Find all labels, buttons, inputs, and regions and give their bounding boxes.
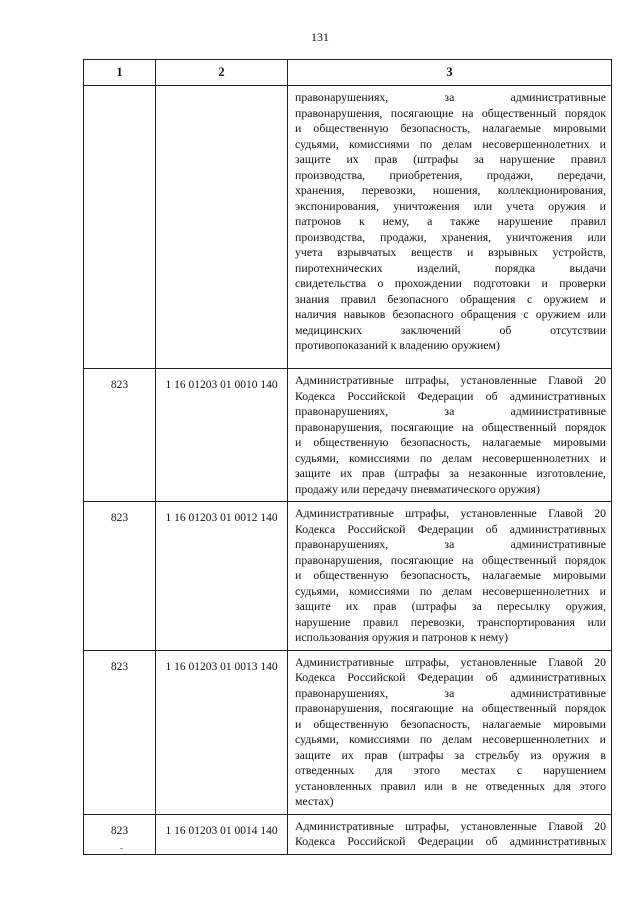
description-line: свидетельства о прохождении подготовки и проверки bbox=[295, 276, 606, 290]
description-line: судьями, комиссиями по делам несовершеннолетних и bbox=[295, 583, 606, 598]
description-line: правонарушениях, за административные bbox=[295, 90, 606, 104]
description-cell bbox=[288, 502, 612, 651]
description-cell bbox=[288, 86, 612, 369]
description-line: производства, продажи, хранения, уничтожения или bbox=[295, 229, 606, 244]
description-line: и общественную безопасность, налагаемые мировыми bbox=[295, 716, 606, 731]
row-number-cell: 823 bbox=[84, 650, 156, 814]
scan-mark bbox=[120, 848, 123, 849]
description-line: экспонирования, уничтожения или учета оружия и bbox=[295, 198, 606, 213]
description-line: Административные штрафы, установленные Главой 20 bbox=[295, 506, 606, 520]
description-line: правонарушения, посягающие на общественный порядок bbox=[295, 552, 606, 567]
description-line: хранения, перевозки, ношения, коллекционирования, bbox=[295, 183, 606, 197]
row-number-cell bbox=[84, 86, 156, 369]
codes-table bbox=[83, 59, 612, 855]
description-line: нарушение правил перевозки, транспортирования или bbox=[295, 614, 606, 629]
header-col-3: 3 bbox=[288, 60, 612, 86]
description-line: правонарушения, посягающие на общественный порядок bbox=[295, 419, 606, 434]
budget-code-cell: 1 16 01203 01 0014 140 bbox=[156, 814, 288, 854]
description-line: правонарушениях, за административные bbox=[295, 404, 606, 418]
description-line: учета взрывчатых веществ и взрывных устройств, bbox=[295, 245, 606, 259]
description-line: защите их прав (штрафы за незаконные изготовление, bbox=[295, 466, 606, 480]
description-line: правонарушениях, за административные bbox=[295, 537, 606, 551]
description-line: использования оружия и патронов к нему) bbox=[295, 630, 509, 644]
table-row bbox=[84, 369, 612, 502]
description-line: установленных правил или в не отведенных для этого bbox=[295, 778, 606, 793]
table-row bbox=[84, 502, 612, 651]
description-line: и общественную безопасность, налагаемые мировыми bbox=[295, 435, 606, 449]
description-line: защите их прав (штрафы за нарушение правил bbox=[295, 152, 606, 166]
budget-code-cell: 1 16 01203 01 0012 140 bbox=[156, 502, 288, 651]
budget-code-cell bbox=[156, 86, 288, 369]
description-line: судьями, комиссиями по делам несовершеннолетних и bbox=[295, 732, 606, 746]
description-line: защите их прав (штрафы за пересылку оружия, bbox=[295, 599, 606, 613]
description-line: и общественную безопасность, налагаемые мировыми bbox=[295, 121, 606, 135]
table-row bbox=[84, 650, 612, 814]
header-col-2: 2 bbox=[156, 60, 288, 86]
page-number: 131 bbox=[311, 30, 329, 44]
description-line: наличия навыков безопасного обращения с оружием или bbox=[295, 307, 606, 321]
header-col-1: 1 bbox=[84, 60, 156, 86]
description-line: пиротехнических изделий, порядка выдачи bbox=[295, 260, 606, 275]
table-row bbox=[84, 814, 612, 854]
description-line: медицинских заключений об отсутствии bbox=[295, 322, 606, 337]
description-line: патронов к нему, а также нарушение правил bbox=[295, 214, 606, 228]
description-line: знания правил безопасного обращения с оружием и bbox=[295, 291, 606, 306]
description-line: местах) bbox=[295, 794, 334, 808]
description-line: Административные штрафы, установленные Главой 20 bbox=[295, 654, 606, 669]
row-number-cell: 823 bbox=[84, 814, 156, 854]
description-line: Кодекса Российской Федерации об административных bbox=[295, 521, 606, 536]
description-line: Кодекса Российской Федерации об административных bbox=[295, 388, 606, 403]
description-line: правонарушения, посягающие на общественный порядок bbox=[295, 701, 606, 715]
table-row bbox=[84, 86, 612, 369]
description-line: Административные штрафы, установленные Главой 20 bbox=[295, 373, 606, 387]
description-line: судьями, комиссиями по делам несовершеннолетних и bbox=[295, 136, 606, 151]
description-line: правонарушения, посягающие на общественный порядок bbox=[295, 105, 606, 120]
description-line: Кодекса Российской Федерации об административных bbox=[295, 670, 606, 684]
budget-code-cell: 1 16 01203 01 0013 140 bbox=[156, 650, 288, 814]
budget-code-cell: 1 16 01203 01 0010 140 bbox=[156, 369, 288, 502]
description-cell bbox=[288, 814, 612, 854]
description-line: производства, приобретения, продажи, передачи, bbox=[295, 167, 606, 182]
description-line: противопоказаний к владению оружием) bbox=[295, 338, 500, 352]
description-line: Кодекса Российской Федерации об административных bbox=[295, 834, 606, 848]
description-line: правонарушениях, за административные bbox=[295, 685, 606, 700]
description-line: Административные штрафы, установленные Главой 20 bbox=[295, 818, 606, 833]
table-body bbox=[84, 86, 612, 855]
description-line: отведенных для этого местах с нарушением bbox=[295, 763, 606, 777]
description-line: продажу или передачу пневматического оружия) bbox=[295, 481, 540, 496]
row-number-cell: 823 bbox=[84, 502, 156, 651]
description-line: и общественную безопасность, налагаемые мировыми bbox=[295, 568, 606, 582]
description-line: защите их прав (штрафы за стрельбу из оружия в bbox=[295, 747, 606, 762]
header-row bbox=[84, 60, 612, 86]
row-number-cell: 823 bbox=[84, 369, 156, 502]
description-line: судьями, комиссиями по делам несовершеннолетних и bbox=[295, 450, 606, 465]
description-cell bbox=[288, 369, 612, 502]
description-cell bbox=[288, 650, 612, 814]
